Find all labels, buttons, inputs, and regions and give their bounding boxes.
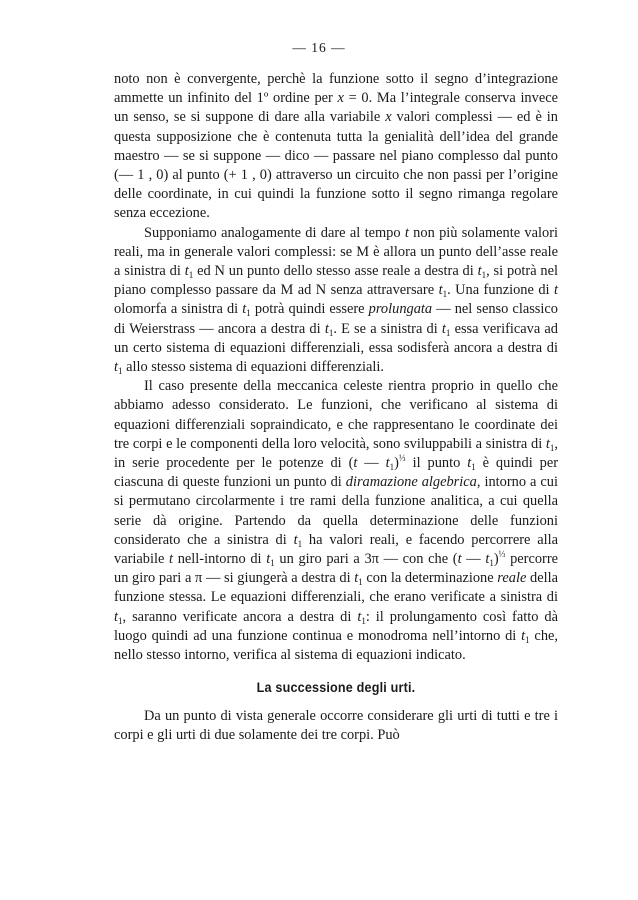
paragraph: Da un punto di vista generale occorre considerare gli urti di tutti e tre i corpi e gli urti di due solamente dei tre corpi. Può: [114, 707, 558, 743]
page-number: — 16 —: [292, 40, 346, 55]
section-heading: La successione degli urti.: [256, 679, 416, 696]
body-text: [114, 70, 558, 745]
paragraph: noto non è convergente, perchè la funzione sotto il segno d’integrazione ammette un infinito del 1º ordine per x = 0. Ma l’integrale conserva invece un senso, se si suppone di dare alla variabile x valori complessi — ed è in questa supposizione che è contenuta tutta la genialità dell’idea del grande maestro — se si suppone — dico — passare nel piano complesso dal punto (— 1 , 0) al punto (+ 1 , 0) attraverso un circuito che non passi per l’origine delle coordinate, in cui quindi la funzione sotto il segno rimanga regolare senza eccezione.: [114, 71, 558, 222]
paragraph: Il caso presente della meccanica celeste rientra proprio in quello che abbiamo adesso considerato. Le funzioni, che verificano al sistema di equazioni differenziali sopraindicato, e che rappresentano le coordinate dei tre corpi e le componenti della loro velocità, sono sviluppabili a sinistra di $t_1$, in serie procedente per le potenze di (t — $t_1)^{\frac{1}{3}}$ il punto $t_1$ è quindi per ciascuna di queste funzioni un punto di diramazione algebrica, intorno a cui si permutano circolarmente i tre rami della funzione analitica, a cui quella serie dà origine. Partendo da quella determinazione delle funzioni considerato che a sinistra di $t_1$ ha valori reali, e facendo percorrere alla variabile t nell-intorno di $t_1$ un giro pari a 3π — con che (t — $t_1)^{\frac{1}{3}}$ percorre un giro pari a π — si giungerà a destra di $t_1$ con la determinazione reale della funzione stessa. Le equazioni differenziali, che erano verificate a sinistra di $t_1$, saranno verificate ancora a destra di $t_1$: il prolungamento così fatto dà luogo quindi ad una funzione continua e monodroma nell’intorno di $t_1$ che, nello stesso intorno, verifica al sistema di equazioni indicato.: [114, 378, 559, 664]
paragraph: Supponiamo analogamente di dare al tempo t non più solamente valori reali, ma in generale valori complessi: se M è allora un punto dell’asse reale a sinistra di $t_1$ ed N un punto dello stesso asse reale a destra di $t_1$, si potrà nel piano complesso passare da M ad N senza attraversare $t_1$. Una funzione di t olomorfa a sinistra di $t_1$ potrà quindi essere prolungata — nel senso classico di Weierstrass — ancora a destra di $t_1$. E se a sinistra di $t_1$ essa verificava ad un certo sistema di equazioni differenziali, essa sodisferà ancora a destra di $t_1$ allo stesso sistema di equazioni differenziali.: [114, 224, 559, 377]
